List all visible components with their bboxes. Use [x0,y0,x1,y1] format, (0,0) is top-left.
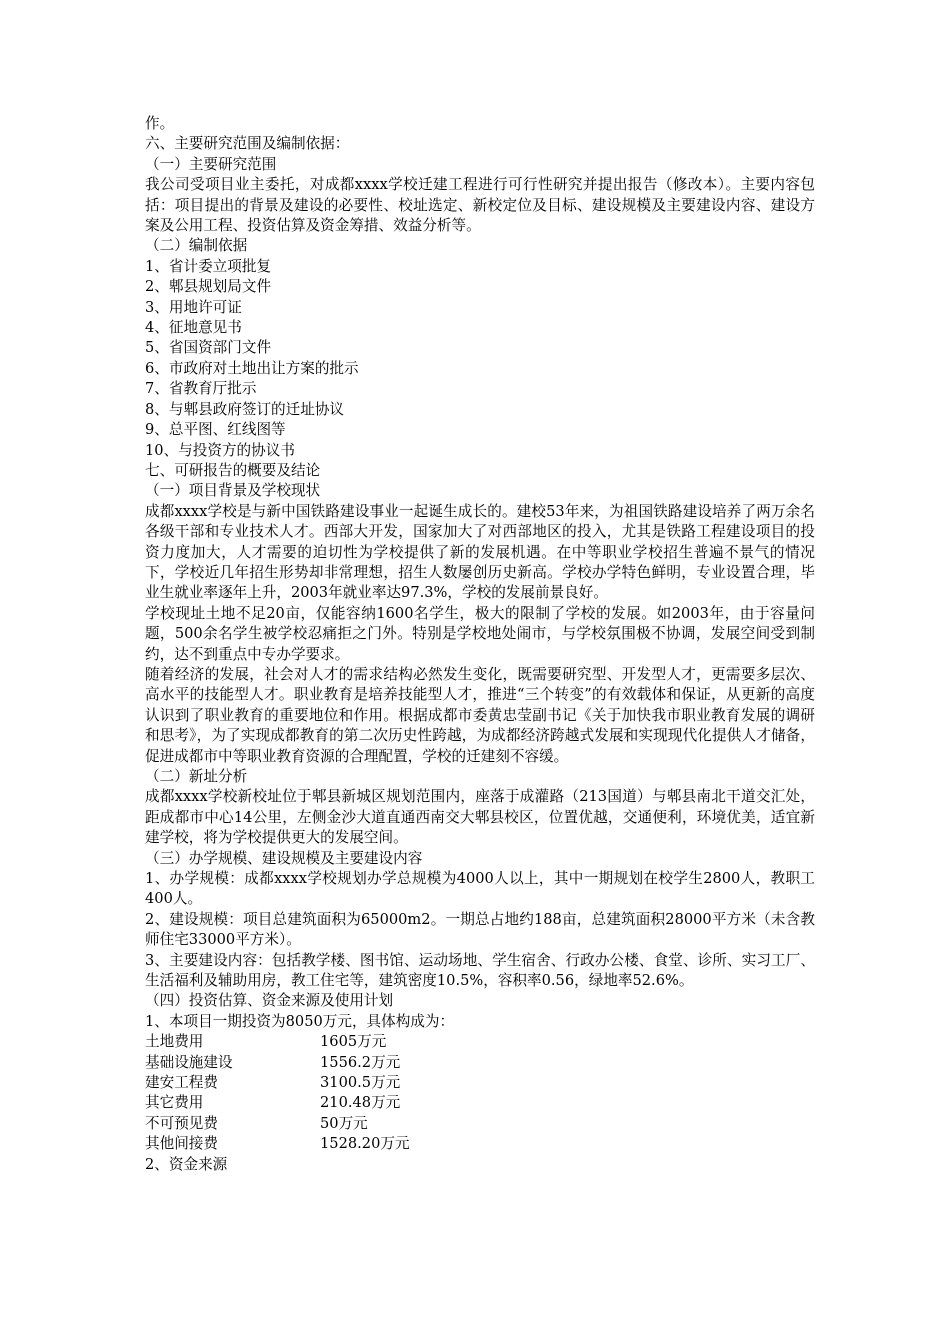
list-item: 4、征地意见书 [145,319,242,337]
cost-value: 1528.20万元 [320,1135,410,1153]
subsection-heading: （一）主要研究范围 [145,155,277,173]
cost-name: 其他间接费 [145,1135,218,1153]
paragraph-background-2: 学校现址土地不足20亩，仅能容纳1600名学生，极大的限制了学校的发展。如2003年，由于容量问题，500余名学生被学校忍痛拒之门外。特别是学校地处闹市，与学校氛围极不协调，发展空间受到制约，达不到重点中专办学要求。 [145,604,815,663]
cost-row [145,1134,815,1154]
subsection-heading: 2、资金来源 [145,1155,228,1173]
cost-row [145,1053,815,1073]
cost-value: 210.48万元 [320,1094,401,1112]
cost-name: 建安工程费 [145,1074,218,1092]
subsection-heading: （四）投资估算、资金来源及使用计划 [145,992,394,1010]
paragraph-scale-2: 2、建设规模：项目总建筑面积为65000m2。一期总占地约188亩，总建筑面积28000平方米（未含教师住宅33000平方米）。 [145,910,815,949]
cost-row [145,1032,815,1052]
cost-value: 50万元 [320,1114,368,1132]
cost-name: 基础设施建设 [145,1053,233,1071]
paragraph-scale-1: 1、办学规模：成都xxxx学校规划办学总规模为4000人以上，其中一期规划在校学生2800人，教职工400人。 [145,870,815,908]
paragraph-background-1: 成都xxxx学校是与新中国铁路建设事业一起诞生成长的。建校53年来，为祖国铁路建设培养了两万余名各级干部和专业技术人才。西部大开发，国家加大了对西部地区的投入，尤其是铁路工程建设项目的投资力度加大，人才需要的迫切性为学校提供了新的发展机遇。在中等职业学校招生普遍不景气的情况下，学校近几年招生形势却非常理想，招生人数屡创历史新高。学校办学特色鲜明，专业设置合理，毕业生就业率逐年上升，2003年就业率达97.3%，学校的发展前景良好。 [145,502,815,602]
list-item: 7、省教育厅批示 [145,380,257,398]
cost-value: 3100.5万元 [320,1074,401,1092]
section-heading: 六、主要研究范围及编制依据： [145,135,350,153]
cost-row [145,1073,815,1093]
cost-name: 其它费用 [145,1094,204,1112]
paragraph-scale-3: 3、主要建设内容：包括教学楼、图书馆、运动场地、学生宿舍、行政办公楼、食堂、诊所、实习工厂、生活福利及辅助用房，教工住宅等，建筑密度10.5%，容积率0.56，绿地率52.6%。 [145,951,815,990]
list-item: 3、用地许可证 [145,298,242,316]
subsection-heading: （三）办学规模、建设规模及主要建设内容 [145,849,423,867]
cost-row [145,1114,815,1134]
section-heading: 七、可研报告的概要及结论 [145,461,321,479]
list-item: 8、与郫县政府签订的迁址协议 [145,400,345,418]
list-item: 10、与投资方的协议书 [145,441,295,459]
document-body [145,114,815,1175]
list-item: 9、总平图、红线图等 [145,421,286,439]
paragraph-background-3: 随着经济的发展，社会对人才的需求结构必然发生变化，既需要研究型、开发型人才，更需要多层次、高水平的技能型人才。职业教育是培养技能型人才，推进“三个转变”的有效载体和保证，从更新的高度认识到了职业教育的重要地位和作用。根据成都市委黄忠莹副书记《关于加快我市职业教育发展的调研和思考》，为了实现成都教育的第二次历史性跨越，为成都经济跨越式发展和实现现代化提供人才储备，促进成都市中等职业教育资源的合理配置，学校的迁建刻不容缓。 [145,665,815,765]
subsection-heading: （二）编制依据 [145,237,248,255]
paragraph-site: 成都xxxx学校新校址位于郫县新城区规划范围内，座落于成灌路（213国道）与郫县南北干道交汇处，距成都市中心14公里，左侧金沙大道直通西南交大郫县校区，位置优越，交通便利，环境优美，适宜新建学校，将为学校提供更大的发展空间。 [145,788,815,847]
subsection-heading: （二）新址分析 [145,768,248,785]
continued-text: 作。 [145,115,175,132]
cost-table [145,1032,815,1154]
cost-name: 土地费用 [145,1033,204,1051]
cost-value: 1605万元 [320,1033,387,1051]
cost-name: 不可预见费 [145,1114,218,1132]
cost-value: 1556.2万元 [320,1053,401,1071]
list-item: 6、市政府对土地出让方案的批示 [145,359,359,377]
list-item: 2、郫县规划局文件 [145,278,272,296]
paragraph-scope: 我公司受项目业主委托，对成都xxxx学校迁建工程进行可行性研究并提出报告（修改本）。主要内容包括：项目提出的背景及建设的必要性、校址选定、新校定位及目标、建设规模及主要建设内容、建设方案及公用工程、投资估算及资金筹措、效益分析等。 [145,176,815,235]
cost-row [145,1093,815,1113]
investment-intro: 1、本项目一期投资为8050万元，具体构成为： [145,1012,455,1030]
subsection-heading: （一）项目背景及学校现状 [145,482,321,500]
list-item: 5、省国资部门文件 [145,339,272,357]
list-item: 1、省计委立项批复 [145,257,272,275]
